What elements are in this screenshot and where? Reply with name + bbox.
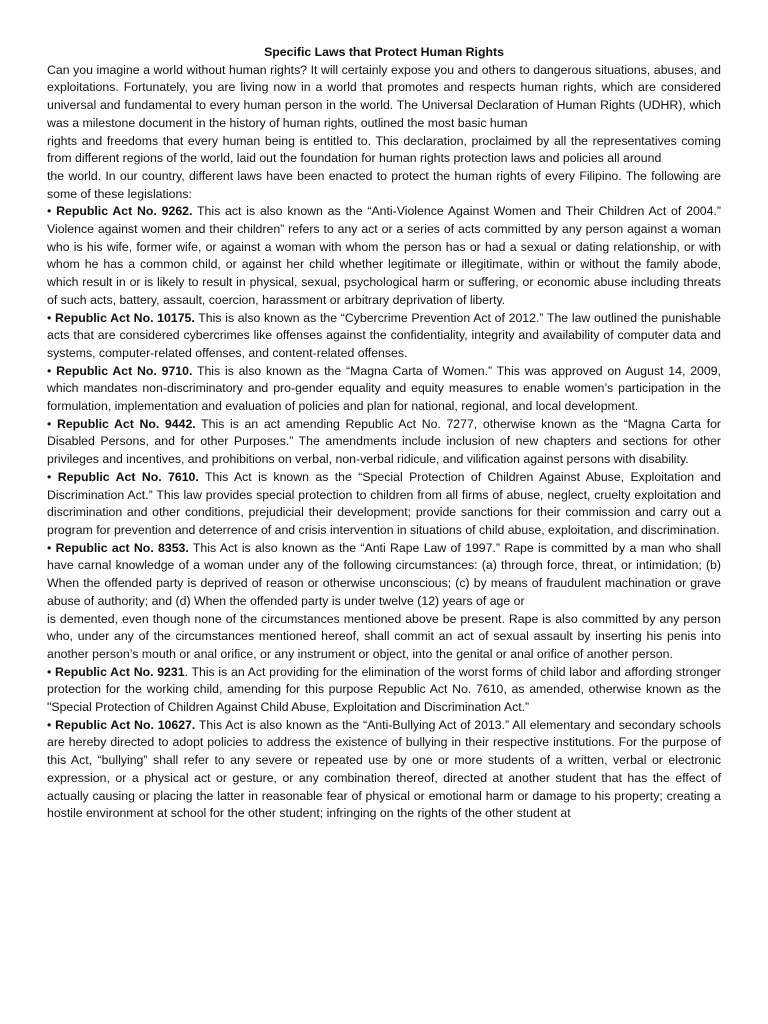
law-name: Republic act No. 8353. <box>55 540 189 555</box>
law-item-ra-9262 <box>47 203 721 309</box>
intro-paragraph-3: the world. In our country, different laws have been enacted to protect the human rights of every Filipino. The following are some of these legislations: <box>47 168 721 201</box>
law-name: Republic Act No. 9231 <box>55 664 185 679</box>
law-item-ra-8353 <box>47 540 721 611</box>
law-item-ra-8353-continuation: is demented, even though none of the circumstances mentioned above be present. Rape is also committed by any person who, under any of the circumstances mentioned hereof, shall commit an act of sexual assault by inserting his penis into another person’s mouth or anal orifice, or any instrument or object, into the genital or anal orifice of another person. <box>47 611 721 661</box>
law-item-ra-9710 <box>47 363 721 416</box>
law-description: This Act is also known as the “Anti-Bullying Act of 2013.” All elementary and secondary schools are hereby directed to adopt policies to address the existence of bullying in their respective institutions. For the purpose of this Act, “bullying” shall refer to any severe or repeated use by one or more students of a written, verbal or electronic expression, or a physical act or gesture, or any combination thereof, directed at another student that has the effect of actually causing or placing the latter in reasonable fear of physical or emotional harm or damage to his property; creating a hostile environment at school for the other student; infringing on the rights of the other student at <box>47 717 722 821</box>
law-name: Republic Act No. 10175. <box>55 310 195 325</box>
bullet: • <box>47 363 52 378</box>
bullet: • <box>47 717 52 732</box>
document-title: Specific Laws that Protect Human Rights <box>264 45 504 59</box>
law-description: . This is an Act providing for the elimination of the worst forms of child labor and affording stronger protection for the working child, amending for this purpose Republic Act No. 7610, as amended, otherwise known as the "Special Protection of Children Against Child Abuse, Exploitation and Discrimination Act.” <box>47 664 721 715</box>
law-item-ra-7610 <box>47 469 721 540</box>
bullet: • <box>47 469 52 484</box>
law-description: This is also known as the “Magna Carta of Women.” This was approved on August 14, 2009, which mandates non-discriminatory and pro-gender equality and equity measures to enable women’s participation in the formulation, implementation and evaluation of policies and plan for national, regional, and local development. <box>47 363 721 414</box>
law-name: Republic Act No. 9442. <box>56 416 196 431</box>
law-item-ra-9442 <box>47 416 721 469</box>
law-description: This act is also known as the “Anti-Violence Against Women and Their Children Act of 2004.” Violence against women and their children” refers to any act or a series of acts committed by any person against a woman who is his wife, former wife, or against a woman with whom the person has or had a sexual or dating relationship, or with whom he has a common child, or against her child whether legitimate or illegitimate, within or without the family abode, which result in or is likely to result in physical, sexual, psychological harm or suffering, or economic abuse including threats of such acts, battery, assault, coercion, harassment or arbitrary deprivation of liberty. <box>47 204 721 307</box>
intro-paragraph-2: rights and freedoms that every human being is entitled to. This declaration, proclaimed by all the representatives coming from different regions of the world, laid out the foundation for human rights protection laws and policies all around <box>47 133 721 166</box>
bullet: • <box>47 204 52 219</box>
law-name: Republic Act No. 9262. <box>56 204 193 219</box>
law-item-ra-10627 <box>47 717 721 823</box>
intro-paragraph-1: Can you imagine a world without human rights? It will certainly expose you and others to dangerous situations, abuses, and exploitations. Fortunately, you are living now in a world that promotes and respects human rights, which are considered universal and fundamental to every human person in the world. The Universal Declaration of Human Rights (UDHR), which was a milestone document in the history of human rights, outlined the most basic human <box>47 62 721 130</box>
document-page <box>47 44 721 823</box>
law-name: Republic Act No. 10627. <box>55 717 196 732</box>
law-name: Republic Act No. 7610. <box>57 469 199 484</box>
law-item-ra-10175 <box>47 310 721 363</box>
bullet: • <box>47 310 52 325</box>
law-description: This is an act amending Republic Act No. 7277, otherwise known as the “Magna Carta for Disabled Persons, and for other Purposes.” The amendments include inclusion of new chapters and sections for other privileges and incentives, and prohibitions on verbal, non-verbal ridicule, and vilification against persons with disability. <box>47 416 722 467</box>
law-description: This is also known as the “Cybercrime Prevention Act of 2012.” The law outlined the punishable acts that are considered cybercrimes like offenses against the confidentiality, integrity and availability of computer data and systems, computer-related offenses, and content-related offenses. <box>47 310 722 360</box>
law-description: This Act is also known as the “Anti Rape Law of 1997.” Rape is committed by a man who shall have carnal knowledge of a woman under any of the following circumstances: (a) through force, threat, or intimidation; (b) When the offended party is deprived of reason or otherwise unconscious; (c) by means of fraudulent machination or grave abuse of authority; and (d) When the offended party is under twelve (12) years of age or <box>47 540 721 608</box>
law-description: This Act is known as the “Special Protection of Children Against Abuse, Exploitation and Discrimination Act.” This law provides special protection to children from all firms of abuse, neglect, cruelty exploitation and discrimination and other conditions, prejudicial their development; provide sanctions for their commission and carry out a program for prevention and deterrence of and crisis intervention in situations of child abuse, exploitation, and discrimination. <box>47 469 721 537</box>
law-name: Republic Act No. 9710. <box>56 363 193 378</box>
bullet: • <box>47 416 52 431</box>
bullet: • <box>47 664 52 679</box>
law-item-ra-9231 <box>47 664 721 717</box>
bullet: • <box>47 540 52 555</box>
